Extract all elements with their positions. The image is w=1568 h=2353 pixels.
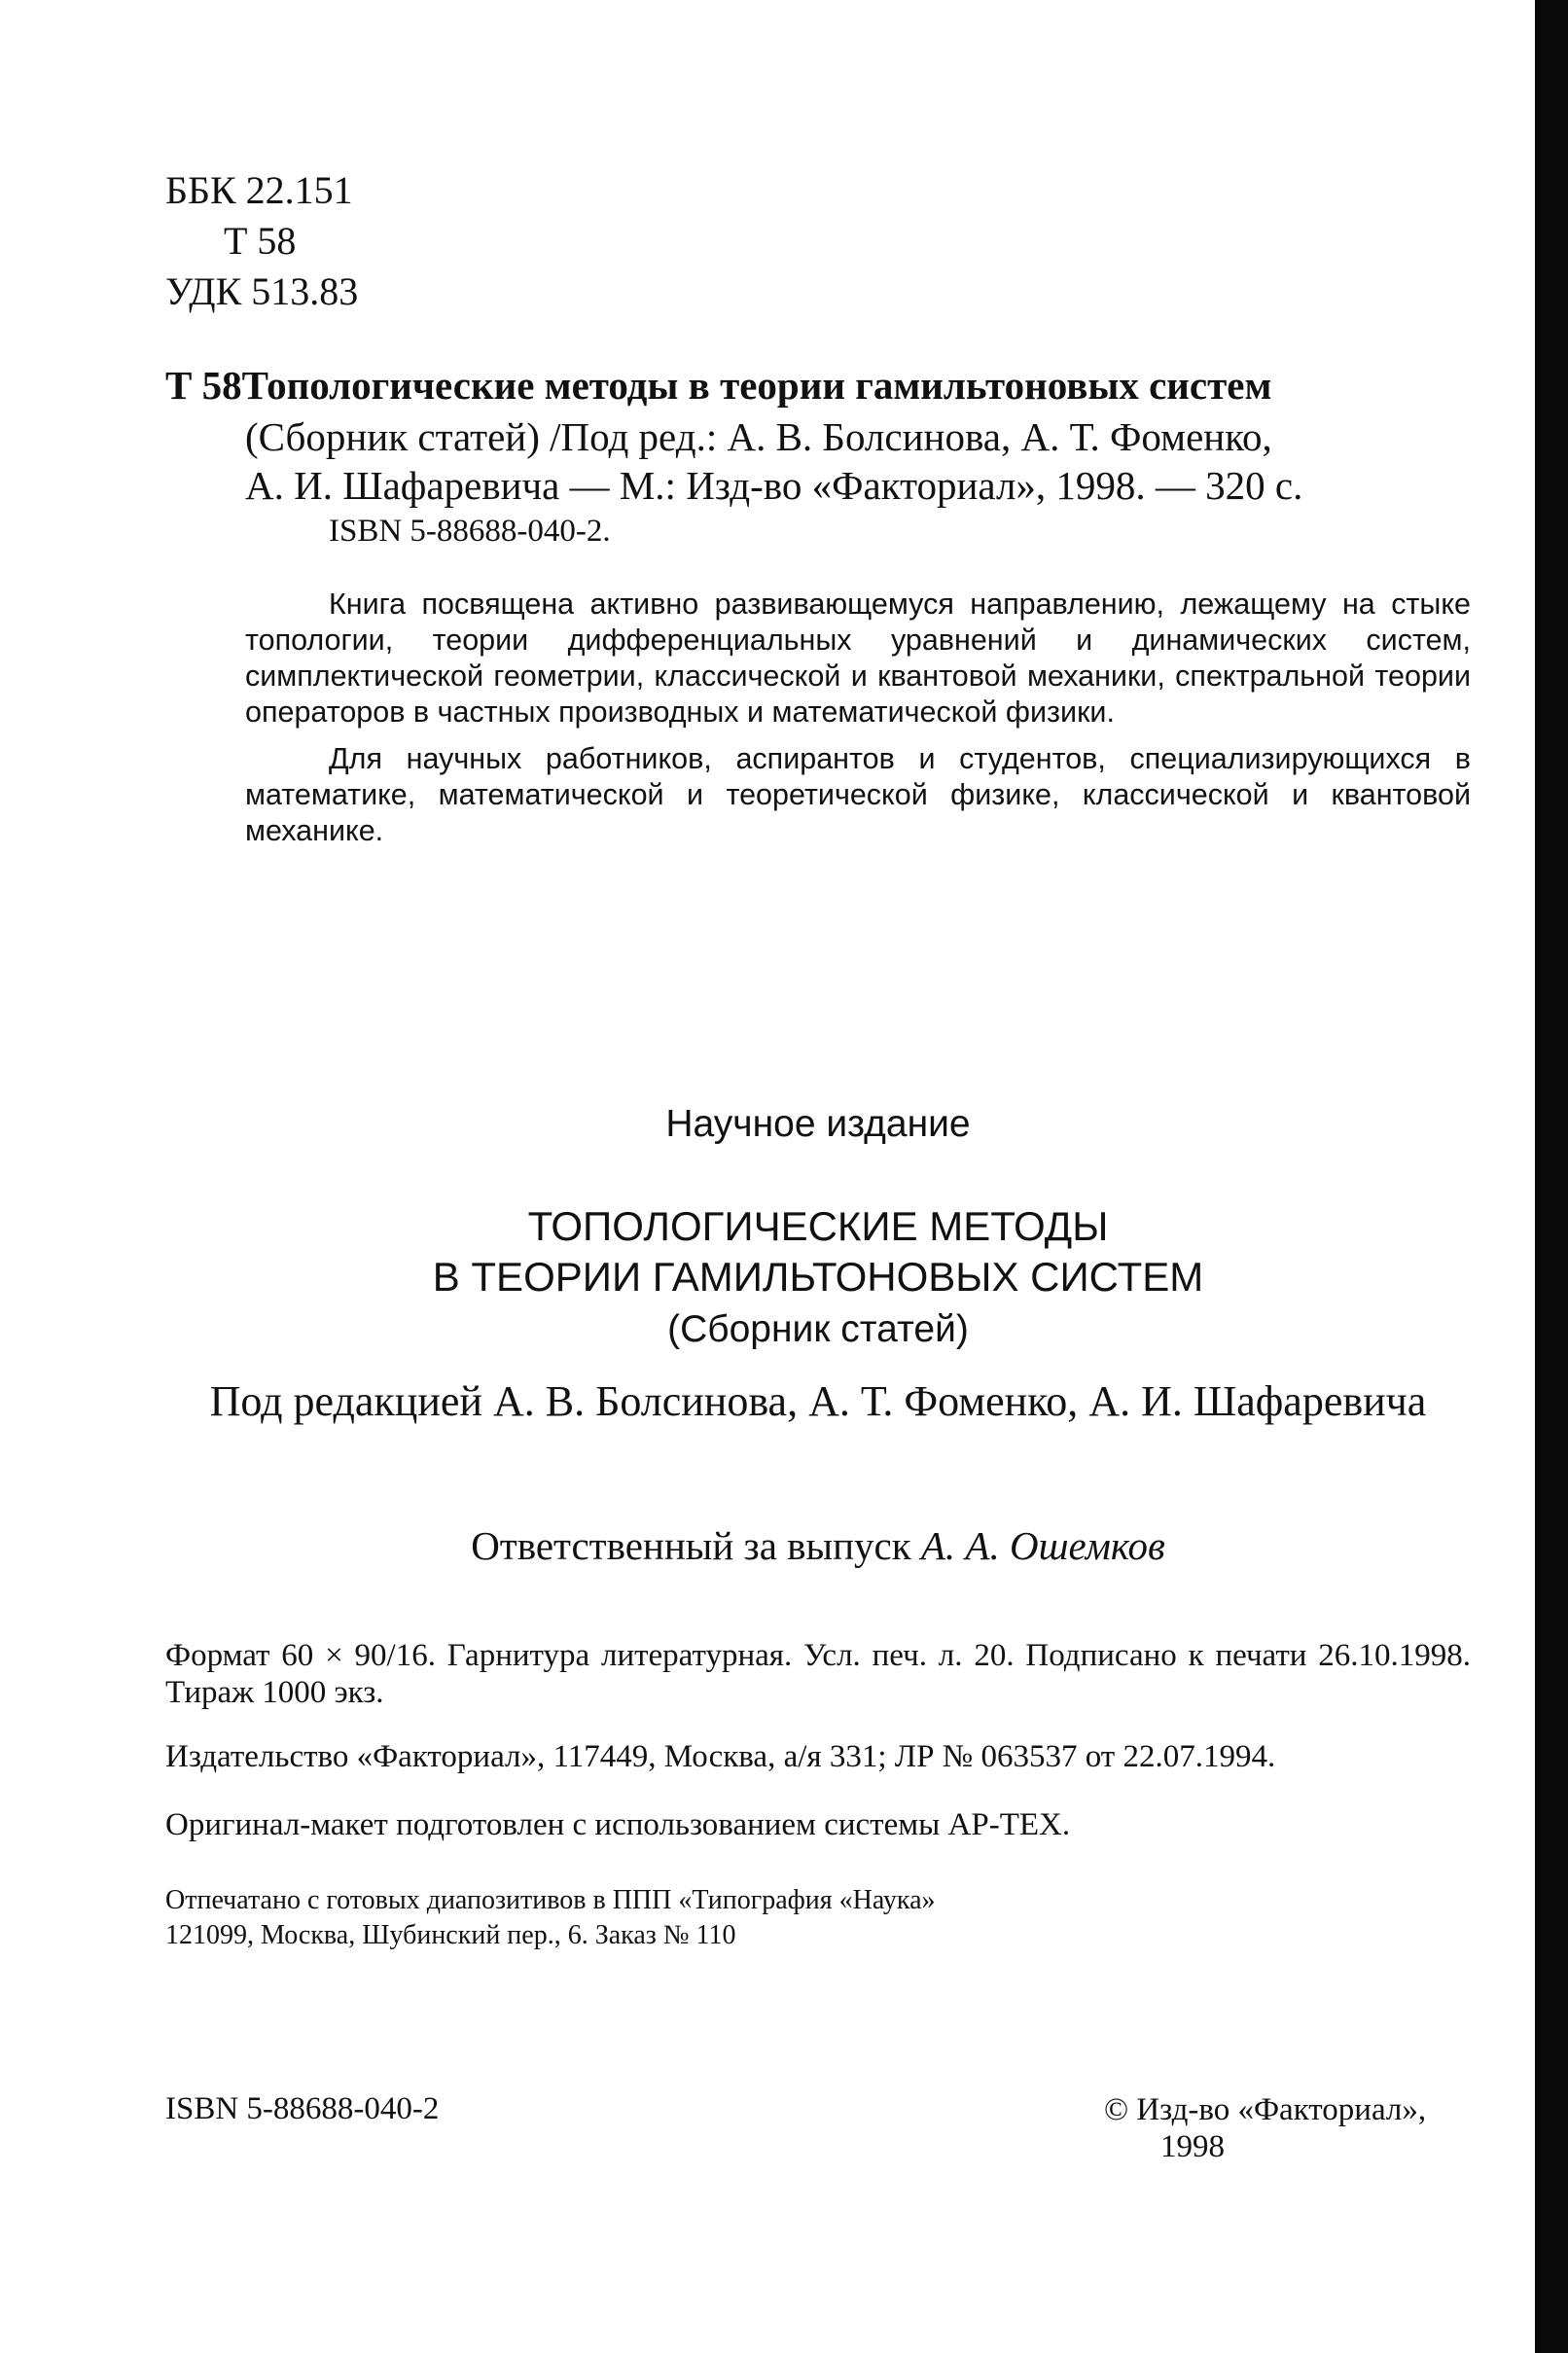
udk-code: УДК 513.83 [165,269,359,313]
responsible-line [165,1522,1471,1569]
printing-line-2: 121099, Москва, Шубинский пер., 6. Заказ № 110 [165,1920,736,1950]
annotation-paragraph-2 [245,741,1471,849]
copyright-notice [1104,2091,1426,2165]
main-title-line-1: ТОПОЛОГИЧЕСКИЕ МЕТОДЫ [527,1203,1109,1249]
footer-isbn: ISBN 5-88688-040-2 [165,2091,440,2126]
editors-line: Под редакцией А. В. Болсинова, А. Т. Фоменко, А. И. Шафаревича [209,1377,1427,1425]
printing-line-1: Отпечатано с готовых диапозитивов в ППП «Типография «Наука» [165,1885,936,1915]
edition-type: Научное издание [665,1103,971,1145]
copyright-line-2: 1998 [1160,2129,1225,2164]
main-title-line-2: В ТЕОРИИ ГАМИЛЬТОНОВЫХ СИСТЕМ [432,1254,1204,1300]
classification-codes [165,165,358,317]
layout-info: Оригинал-макет подготовлен с использованием системы АР-ТЕХ. [165,1807,1071,1842]
annotation-text-1: Книга посвящена активно развивающемуся направлению, лежащему на стыке топологии, теории дифференциальных уравнений и динамических систем, симплектической геометрии, классической и квантовой механики, спектральной теории операторов в частных производных и математической физики. [245,588,1471,729]
annotation-text-2: Для научных работников, аспирантов и студентов, специализирующихся в математике, математической и теоретической физике, классической и квантовой механике. [245,742,1471,847]
printing-info [165,1883,936,1953]
bibliographic-title: Т 58Топологические методы в теории гамильтоновых систем [165,363,1272,408]
subtitle: (Сборник статей) [667,1308,969,1350]
bibliographic-isbn: ISBN 5-88688-040-2. [329,514,611,549]
responsible-person: А. А. Ошемков [920,1523,1165,1568]
bbk-code: ББК 22.151 [165,168,353,212]
author-mark: Т 58 [165,219,297,263]
publisher-info: Издательство «Факториал», 117449, Москва, а/я 331; ЛР № 063537 от 22.07.1994. [165,1739,1276,1774]
bibliographic-publication-line-1: (Сборник статей) /Под ред.: А. В. Болсинова, А. Т. Фоменко, [245,414,1272,459]
bibliographic-publication-line-2: А. И. Шафаревича — М.: Изд-во «Факториал», 1998. — 320 с. [245,463,1303,508]
annotation-paragraph-1 [245,587,1471,731]
copyright-line-1: © Изд-во «Факториал», [1104,2092,1427,2127]
page-edge-shadow [1535,0,1568,2353]
main-title [165,1201,1471,1302]
responsible-label: Ответственный за выпуск [471,1523,911,1568]
format-info: Формат 60 × 90/16. Гарнитура литературная. Усл. печ. л. 20. Подписано к печати 26.10.1998. Тираж 1000 экз. [165,1638,1471,1710]
